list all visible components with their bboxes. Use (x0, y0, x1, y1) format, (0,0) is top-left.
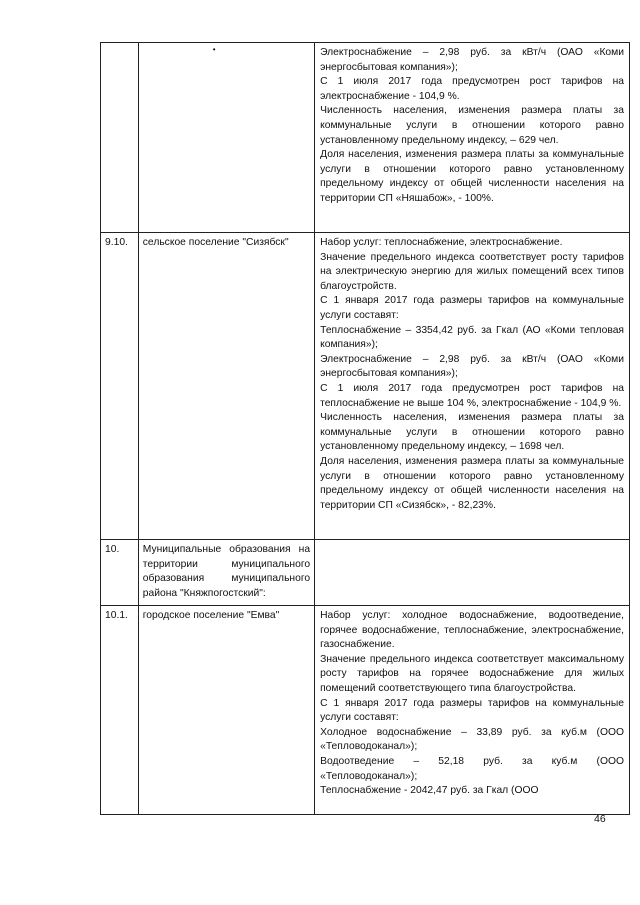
page-number: 46 (594, 813, 606, 825)
stray-mark: • (212, 45, 216, 54)
text-line: Доля населения, изменения размера платы за коммунальные услуги в отношении которого равно установленному предельному индексу от общей численности населения на территории СП «Сизябск», - 82,23%. (320, 455, 624, 511)
row-number: 10. (101, 540, 139, 606)
municipality-name: городское поселение "Емва" (138, 606, 314, 815)
tariff-description (315, 540, 630, 606)
text-line: Электроснабжение – 2,98 руб. за кВт/ч (ОАО «Коми энергосбытовая компания»); (320, 47, 624, 73)
text-line: С 1 июля 2017 года предусмотрен рост тарифов на электроснабжение - 104,9 %. (320, 76, 624, 102)
text-line: Набор услуг: холодное водоснабжение, водоотведение, горячее водоснабжение, теплоснабжение, электроснабжение, газоснабжение. (320, 610, 624, 651)
text-line: Доля населения, изменения размера платы за коммунальные услуги в отношении которого равно установленному предельному индексу от общей численности населения на территории СП «Няшабож», - 100%. (320, 149, 624, 204)
text-line: Численность населения, изменения размера платы за коммунальные услуги в отношении которого равно установленному предельному индексу, – 629 чел. (320, 105, 624, 146)
table-row (101, 540, 630, 606)
text-line: Значение предельного индекса соответствует росту тарифов на электрическую энергию для жилых помещений всех типов благоустройств. (320, 251, 624, 292)
row-number: 9.10. (101, 233, 139, 540)
text-line: Теплоснабжение – 3354,42 руб. за Гкал (АО «Коми тепловая компания»); (320, 324, 624, 351)
text-line: Значение предельного индекса соответствует максимальному росту тарифов на горячее водоснабжение для жилых помещений соответствующего типа благоустройства. (320, 653, 624, 694)
text-line: С 1 января 2017 года размеры тарифов на коммунальные услуги составят: (320, 697, 624, 724)
table-row (101, 43, 630, 233)
text-line: Холодное водоснабжение – 33,89 руб. за куб.м (ООО «Тепловодоканал»); (320, 726, 624, 753)
municipality-name: сельское поселение "Сизябск" (138, 233, 314, 540)
text-line: С 1 июля 2017 года предусмотрен рост тарифов на теплоснабжение не выше 104 %, электроснабжение - 104,9 %. (320, 382, 624, 409)
text-line: Численность населения, изменения размера платы за коммунальные услуги в отношении которого равно установленному предельному индексу, – 1698 чел. (320, 412, 624, 453)
text-line: Теплоснабжение - 2042,47 руб. за Гкал (ООО (320, 785, 539, 797)
tariff-description (315, 233, 630, 540)
text-line: С 1 января 2017 года размеры тарифов на коммунальные услуги составят: (320, 295, 624, 321)
text-line: Набор услуг: теплоснабжение, электроснабжение. (320, 237, 563, 248)
row-number: 10.1. (101, 606, 139, 815)
municipality-name (138, 43, 314, 233)
text-line: Водоотведение – 52,18 руб. за куб.м (ООО «Тепловодоканал»); (320, 755, 624, 782)
row-number (101, 43, 139, 233)
tariff-description (315, 606, 630, 815)
tariff-table (100, 42, 630, 815)
text-line: Электроснабжение – 2,98 руб. за кВт/ч (ОАО «Коми энергосбытовая компания»); (320, 353, 624, 380)
tariff-description (315, 43, 630, 233)
table-row (101, 606, 630, 815)
municipality-name: Муниципальные образования на территории муниципального образования муниципального района "Княжпогостский": (138, 540, 314, 606)
table-row (101, 233, 630, 540)
